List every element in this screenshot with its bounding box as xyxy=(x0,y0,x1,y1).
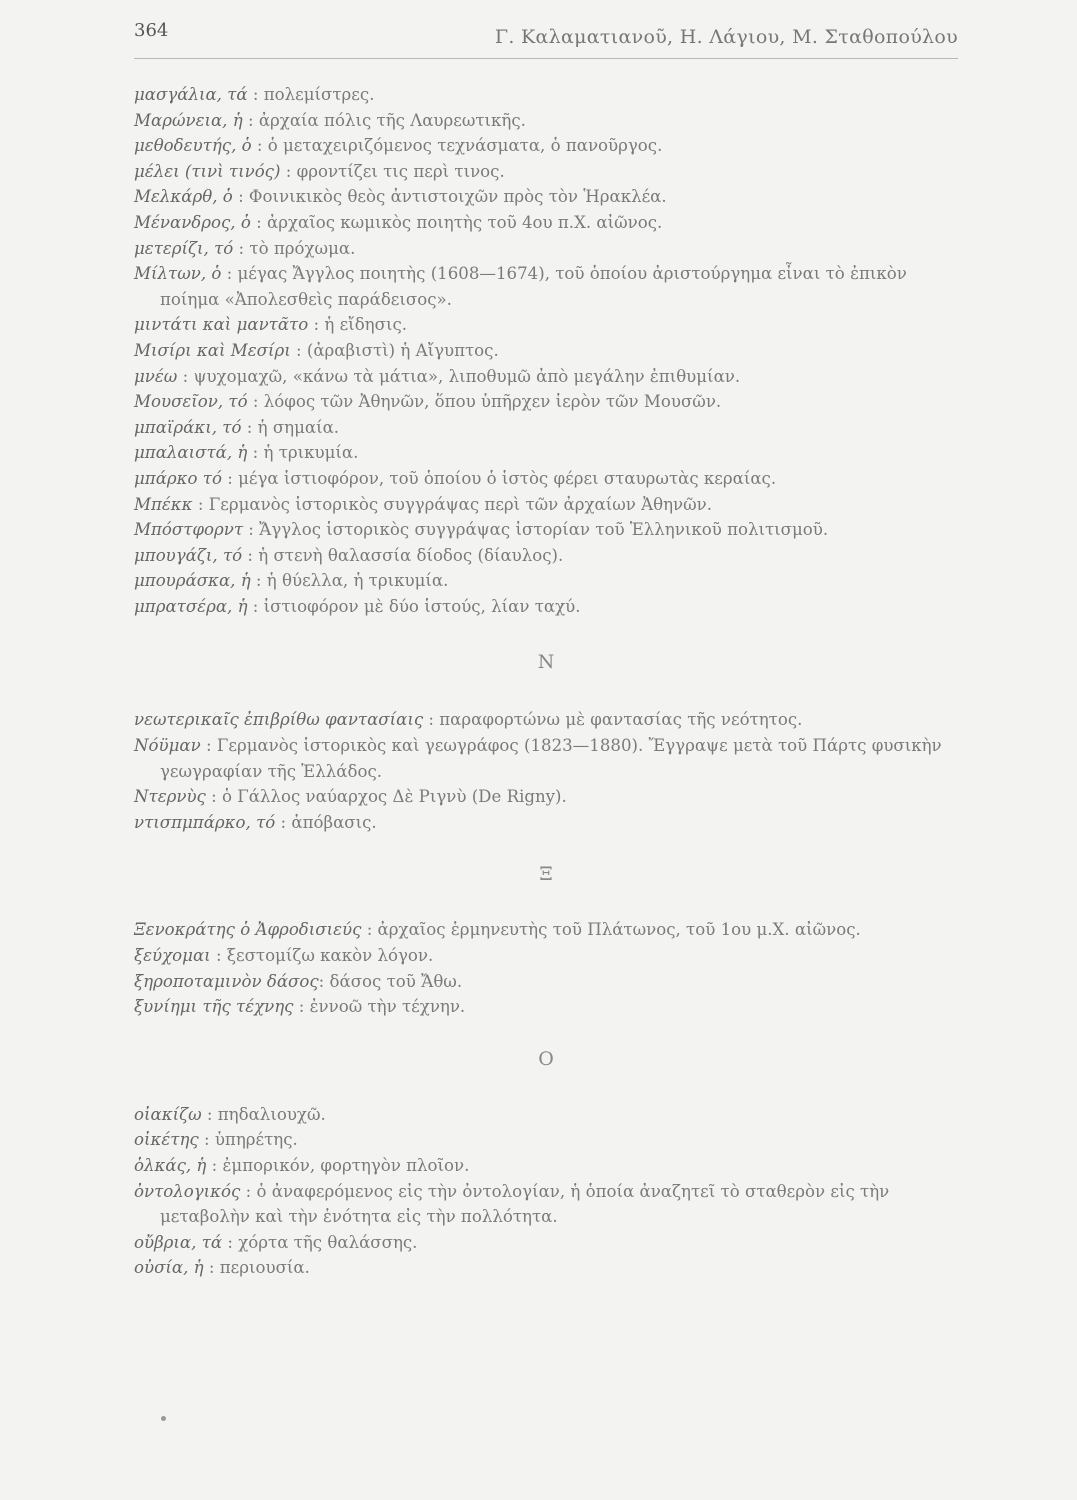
entry-headword: οὔβρια, τά xyxy=(134,1232,223,1252)
entry-headword: Μπόστφορντ xyxy=(134,520,244,540)
glossary-entry xyxy=(134,917,958,943)
section-mu xyxy=(134,82,958,619)
entry-definition: : ἡ στενὴ θαλασσία δίοδος (δίαυλος). xyxy=(242,545,564,565)
entry-definition: : χόρτα τῆς θαλάσσης. xyxy=(222,1232,418,1252)
entry-headword: μπουράσκα, ἡ xyxy=(134,571,251,591)
glossary-entry xyxy=(134,1230,958,1256)
entry-headword: Μίλτων, ὁ xyxy=(134,264,222,284)
running-head: Γ. Καλαματιανοῦ, Η. Λάγιου, Μ. Σταθοπούλου xyxy=(494,26,958,48)
entry-headword: ὀντολογικός xyxy=(134,1181,241,1201)
glossary-entry xyxy=(134,1255,958,1281)
entry-definition: : ἀρχαῖος ἑρμηνευτὴς τοῦ Πλάτωνος, τοῦ 1ου μ.Χ. αἰῶνος. xyxy=(361,920,861,940)
entry-definition: : ὁ μεταχειριζόμενος τεχνάσματα, ὁ πανοῦργος. xyxy=(251,136,663,156)
section-letter-omicron: Ο xyxy=(538,1047,554,1070)
entry-headword: μετερίζι, τό xyxy=(134,238,234,258)
entry-headword: Ντερνὺς xyxy=(134,787,206,807)
entry-definition: : ἐμπορικόν, φορτηγὸν πλοῖον. xyxy=(206,1156,470,1175)
glossary-entry xyxy=(134,517,958,543)
ink-dot xyxy=(161,1416,166,1421)
entry-headword: ξυνίημι τῆς τέχνης xyxy=(134,997,294,1017)
glossary-entry xyxy=(134,159,958,185)
glossary-entry xyxy=(134,440,958,466)
entry-headword: Μαρώνεια, ἡ xyxy=(134,110,243,130)
entry-headword: μπάρκο τό xyxy=(134,468,222,488)
entry-headword: ὁλκάς, ἡ xyxy=(134,1156,207,1175)
entry-definition: : τὸ πρόχωμα. xyxy=(233,238,356,258)
entry-definition: : ἀπόβασις. xyxy=(275,812,377,832)
entry-definition: : ψυχομαχῶ, «κάνω τὰ μάτια», λιποθυμῶ ἀπὸ μεγάλην ἐπιθυμίαν. xyxy=(177,366,741,386)
glossary-entry xyxy=(134,943,958,969)
entry-headword: μεθοδευτής, ὁ xyxy=(134,136,252,156)
glossary-entry xyxy=(134,466,958,492)
glossary-entry xyxy=(134,364,958,390)
glossary-entry xyxy=(134,236,958,262)
entry-headword: Μισίρι καὶ Μεσίρι xyxy=(134,340,291,360)
entry-headword: ξηροποταμινὸν δάσος xyxy=(134,971,319,991)
glossary-entry xyxy=(134,784,958,810)
glossary-entry xyxy=(134,1102,958,1128)
glossary-entry xyxy=(134,1179,958,1230)
entry-definition: : παραφορτώνω μὲ φαντασίας τῆς νεότητος. xyxy=(423,710,803,730)
entry-headword: Μελκάρθ, ὁ xyxy=(134,187,233,207)
entry-definition: : Γερμανὸς ἱστορικὸς καὶ γεωγράφος (1823—1880). Ἔγγραψε μετὰ τοῦ Πάρτς φυσικὴν γεωγραφίαν τῆς Ἑλλάδος. xyxy=(160,736,942,781)
entry-headword: Μπέκκ xyxy=(134,494,193,514)
entry-definition: : ἡ τρικυμία. xyxy=(247,443,359,463)
entry-definition: : Ἄγγλος ἱστορικὸς συγγράψας ἱστορίαν τοῦ Ἑλληνικοῦ πολιτισμοῦ. xyxy=(243,520,829,540)
glossary-entry xyxy=(134,338,958,364)
glossary-entry xyxy=(134,184,958,210)
entry-headword: μνέω xyxy=(134,366,178,386)
entry-headword: οὐσία, ἡ xyxy=(134,1258,204,1278)
entry-definition: : περιουσία. xyxy=(203,1258,310,1278)
glossary-entry xyxy=(134,312,958,338)
glossary-entry xyxy=(134,543,958,569)
section-nu xyxy=(134,707,958,835)
entry-definition: : μέγας Ἄγγλος ποιητὴς (1608—1674), τοῦ ὁποίου ἀριστούργημα εἶναι τὸ ἐπικὸν ποίημα «Ἀπολεσθεὶς παράδεισος». xyxy=(160,264,907,309)
entry-headword: Ξενοκράτης ὁ Ἀφροδισιεύς xyxy=(134,920,362,940)
entry-definition: : Γερμανὸς ἱστορικὸς συγγράψας περὶ τῶν ἀρχαίων Ἀθηνῶν. xyxy=(192,494,713,514)
entry-definition: : ἀρχαία πόλις τῆς Λαυρεωτικῆς. xyxy=(242,110,526,130)
entry-headword: μπρατσέρα, ἡ xyxy=(134,596,248,616)
glossary-entry xyxy=(134,994,958,1020)
entry-headword: ξεύχομαι xyxy=(134,946,211,966)
entry-headword: μασγάλια, τά xyxy=(134,85,248,104)
section-xi xyxy=(134,917,958,1019)
glossary-entry xyxy=(134,1153,958,1179)
entry-definition: : ὁ Γάλλος ναύαρχος Δὲ Ριγνὺ (De Rigny). xyxy=(205,787,567,807)
entry-definition: : ἐννοῶ τὴν τέχνην. xyxy=(293,997,466,1017)
glossary-entry xyxy=(134,415,958,441)
entry-definition: : ὁ ἀναφερόμενος εἰς τὴν ὀντολογίαν, ἡ ὁποία ἀναζητεῖ τὸ σταθερὸν εἰς τὴν μεταβολὴν καὶ τὴν ἑνότητα εἰς τὴν πολλότητα. xyxy=(160,1181,890,1227)
entry-definition: : ἡ θύελλα, ἡ τρικυμία. xyxy=(250,571,449,591)
entry-definition: : πολεμίστρες. xyxy=(247,85,375,104)
entry-headword: μπουγάζι, τό xyxy=(134,545,243,565)
entry-definition: : ἡ εἴδησις. xyxy=(308,315,408,335)
entry-definition: : (ἀραβιστὶ) ἡ Αἴγυπτος. xyxy=(290,340,499,360)
entry-definition: : ἱστιοφόρον μὲ δύο ἱστούς, λίαν ταχύ. xyxy=(247,596,581,616)
glossary-entry xyxy=(134,733,958,784)
entry-definition: : λόφος τῶν Ἀθηνῶν, ὅπου ὑπῆρχεν ἱερὸν τῶν Μουσῶν. xyxy=(247,392,722,412)
entry-definition: : μέγα ἱστιοφόρον, τοῦ ὁποίου ὁ ἱστὸς φέρει σταυρωτὰς κεραίας. xyxy=(221,468,777,488)
glossary-entry xyxy=(134,261,958,312)
entry-definition: : ὑπηρέτης. xyxy=(198,1130,298,1150)
entry-definition: : ἀρχαῖος κωμικὸς ποιητὴς τοῦ 4ου π.Χ. αἰῶνος. xyxy=(250,212,663,232)
entry-definition: : ἡ σημαία. xyxy=(241,417,340,437)
glossary-entry xyxy=(134,810,958,836)
section-letter-nu: Ν xyxy=(537,651,555,674)
entry-definition: : δάσος τοῦ Ἄθω. xyxy=(318,971,463,991)
entry-definition: : Φοινικικὸς θεὸς ἀντιστοιχῶν πρὸς τὸν Ἡρακλέα. xyxy=(232,187,667,207)
glossary-entry xyxy=(134,594,958,620)
entry-headword: μέλει (τινὶ τινός) xyxy=(134,161,281,181)
entry-definition: : πηδαλιουχῶ. xyxy=(201,1104,326,1124)
glossary-entry xyxy=(134,492,958,518)
glossary-entry xyxy=(134,133,958,159)
entry-headword: μπαϊράκι, τό xyxy=(134,417,242,437)
entry-definition: : φροντίζει τις περὶ τινος. xyxy=(280,161,505,181)
glossary-entry xyxy=(134,969,958,995)
glossary-entry xyxy=(134,210,958,236)
entry-headword: μιντάτι καὶ μαντᾶτο xyxy=(134,315,309,335)
page-number: 364 xyxy=(134,20,169,41)
section-letter-xi: Ξ xyxy=(539,863,553,886)
entry-headword: Μουσεῖον, τό xyxy=(134,392,248,412)
glossary-entry xyxy=(134,568,958,594)
entry-headword: ντισπμπάρκο, τό xyxy=(134,812,276,832)
entry-headword: μπαλαιστά, ἡ xyxy=(134,443,248,463)
glossary-entry xyxy=(134,389,958,415)
glossary-entry xyxy=(134,108,958,134)
entry-definition: : ξεστομίζω κακὸν λόγον. xyxy=(210,946,434,966)
entry-headword: οἰκέτης xyxy=(134,1130,199,1150)
entry-headword: Νόϋμαν xyxy=(134,736,201,756)
glossary-entry xyxy=(134,82,958,108)
glossary-entry xyxy=(134,1127,958,1153)
glossary-content xyxy=(134,82,958,1281)
entry-headword: Μένανδρος, ὁ xyxy=(134,212,251,232)
page-header xyxy=(134,18,958,59)
glossary-entry xyxy=(134,707,958,733)
entry-headword: οἰακίζω xyxy=(134,1104,202,1124)
section-omicron xyxy=(134,1102,958,1281)
entry-headword: νεωτερικαῖς ἐπιβρίθω φαντασίαις xyxy=(134,710,424,730)
